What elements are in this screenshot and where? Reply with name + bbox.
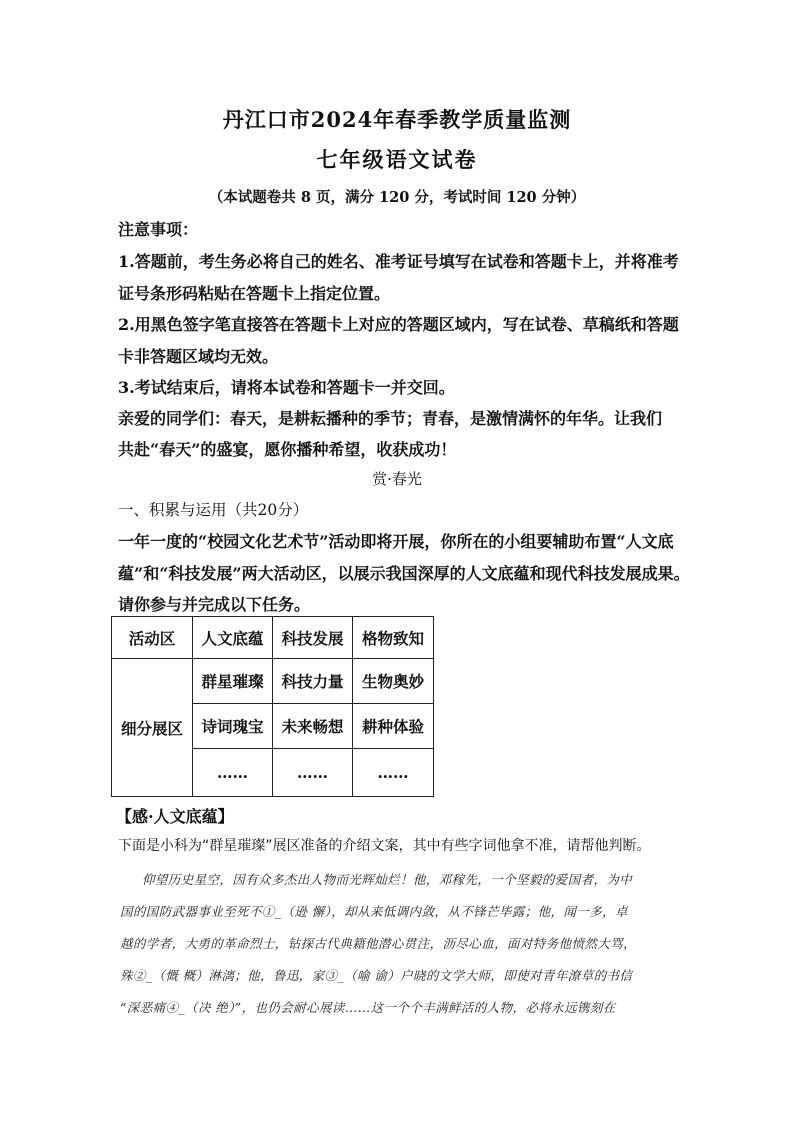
passage-line-4 (120, 966, 632, 984)
passage-text: 国的国防武器事业至死不①_（ (120, 904, 295, 919)
passage-line-5 (120, 998, 616, 1016)
table-cell: …… (193, 749, 273, 797)
table-cell: 诗词瑰宝 (193, 704, 273, 749)
table-cell: 群星璀璨 (193, 659, 273, 704)
blank-2-options: 慨 概 (165, 968, 196, 983)
greeting-line-2: 共赴“春天”的盛宴，愿你播种希望，收获成功！ (118, 440, 457, 459)
table-cell: 耕种体验 (353, 704, 434, 749)
table-cell: …… (273, 749, 353, 797)
greeting-line-1: 亲爱的同学们：春天，是耕耘播种的季节；青春，是激情满怀的年华。让我们 (118, 409, 663, 428)
task-heading: 【感·人文底蕴】 (116, 807, 234, 826)
passage-line-2 (120, 902, 628, 920)
table-cell: …… (353, 749, 434, 797)
passage-text: ）淋漓；他，鲁迅，家③_（ (195, 968, 357, 983)
table-header-cell: 活动区 (112, 617, 193, 659)
exam-info: （本试题卷共 8 页，满分 120 分，考试时间 120 分钟） (208, 189, 586, 206)
passage-line-3: 越的学者，大勇的革命烈士，钻探古代典籍他潜心贯注，沥尽心血，面对特务他愤然大骂， (120, 936, 637, 951)
notice-item-1-line-1: 1.答题前，考生务必将自己的姓名、准考证号填写在试卷和答题卡上，并将准考 (118, 252, 679, 271)
blank-4-options: 决 绝 (197, 1000, 229, 1015)
notice-heading: 注意事项： (118, 220, 199, 239)
activity-table (111, 616, 434, 797)
notice-item-3: 3.考试结束后，请将本试卷和答题卡一并交回。 (118, 378, 455, 397)
intro-line-2: 蕴”和“科技发展”两大活动区，以展示我国深厚的人文底蕴和现代科技发展成果。 (118, 564, 690, 583)
exam-subtitle: 七年级语文试卷 (316, 147, 478, 172)
table-cell: 未来畅想 (273, 704, 353, 749)
table-cell: 科技发展 (273, 617, 353, 659)
passage-text: ）户晓的文学大师，即使对青年潦草的书信 (387, 968, 633, 983)
passage-text: “深恶痛④_（ (120, 1000, 198, 1015)
blank-1-options: 逊 懈 (294, 904, 325, 919)
part-1-title: 一、积累与运用（共20分） (118, 501, 309, 519)
exam-title: 丹江口市2024年春季教学质量监测 (222, 107, 572, 132)
passage-text: 殊②_（ (120, 968, 166, 983)
table-row (112, 659, 434, 704)
blank-3-options: 喻 谕 (357, 968, 388, 983)
passage-line-1: 仰望历史星空，因有众多杰出人物而光辉灿烂！他，邓稼先，一个坚毅的爱国者，为中 (142, 872, 633, 887)
notice-item-2-line-2: 卡非答题区域均无效。 (118, 347, 279, 366)
table-row (112, 617, 434, 659)
passage-text: ），却从来低调内敛，从不锋芒毕露；他，闻一多，卓 (324, 904, 628, 919)
task-instruction: 下面是小科为“群星璀璨”展区准备的介绍文案，其中有些字词他拿不准，请帮他判断。 (118, 838, 651, 854)
notice-item-1-line-2: 证号条形码粘贴在答题卡上指定位置。 (118, 284, 391, 303)
passage-text: ）”，也仍会耐心展读……这一个个丰满鲜活的人物，必将永远镌刻在 (228, 1000, 616, 1015)
table-cell: 科技力量 (273, 659, 353, 704)
notice-item-2-line-1: 2.用黑色签字笔直接答在答题卡上对应的答题区域内，写在试卷、草稿纸和答题 (118, 315, 679, 334)
table-cell: 格物致知 (353, 617, 434, 659)
intro-line-1: 一年一度的“校园文化艺术节”活动即将开展，你所在的小组要辅助布置“人文底 (118, 532, 674, 551)
section-heading: 赏·春光 (372, 470, 422, 488)
intro-line-3: 请你参与并完成以下任务。 (118, 595, 311, 614)
table-cell: 生物奥妙 (353, 659, 434, 704)
table-cell: 人文底蕴 (193, 617, 273, 659)
table-header-cell: 细分展区 (112, 659, 193, 797)
